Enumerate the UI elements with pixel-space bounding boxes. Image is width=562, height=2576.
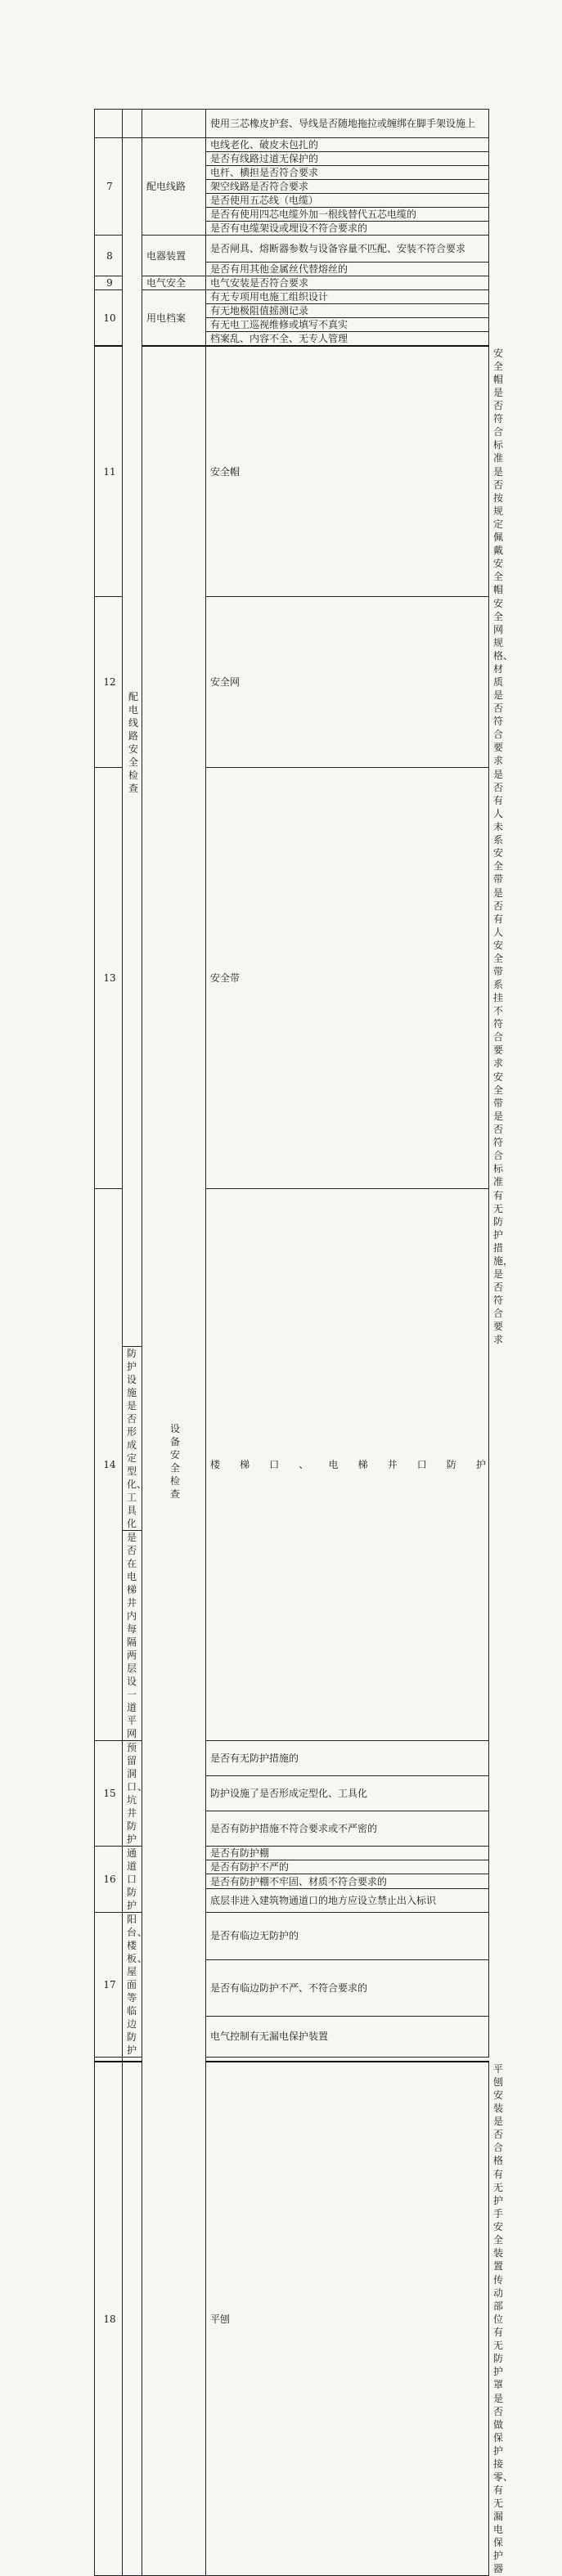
table-row (95, 276, 489, 290)
item-name: 阳台、楼板、屋面等临边防护 (123, 1913, 142, 2058)
item-number: 10 (95, 290, 123, 347)
check-item: 电气安装是否符合要求 (206, 276, 489, 290)
item-number: 7 (95, 138, 123, 236)
check-item: 是否有用其他金属丝代替熔丝的 (206, 263, 489, 276)
item-name: 安全帽 (206, 346, 489, 597)
check-item: 是否有防护措施不符合要求或不严密的 (206, 1811, 489, 1847)
check-item: 是否有无防护措施的 (206, 1741, 489, 1776)
check-item: 电线老化、破皮未包扎的 (206, 138, 489, 152)
check-item: 是否有防护不严的 (206, 1860, 489, 1874)
check-item: 是否有线路过道无保护的 (206, 152, 489, 166)
check-item: 是否有临边防护不严、不符合要求的 (206, 1959, 489, 2016)
item-name: 安全网 (206, 597, 489, 768)
table-row: 13 安全带 是否有人未系安全带 (95, 768, 489, 886)
item-number: 14 (95, 1189, 123, 1741)
item-number: 16 (95, 1847, 123, 1913)
check-item: 档案乱、内容不全、无专人管理 (206, 332, 489, 347)
check-item: 是否闸具、熔断器参数与设备容量不匹配、安装不符合要求 (206, 236, 489, 263)
table-row (95, 290, 489, 304)
category-label: 设备安全检查 (142, 346, 206, 2576)
table-row (95, 138, 489, 152)
item-name: 配电线路 (142, 138, 206, 236)
table-row: 12 安全网 安全网规格、材质是否符合要求 (95, 597, 489, 768)
check-item: 电气控制有无漏电保护装置 (206, 2016, 489, 2057)
item-number: 17 (95, 1913, 123, 2058)
table-row: 14 楼梯口、电梯井口防护 有无防护措施，是否符合要求 (95, 1189, 489, 1347)
check-item: 有无电工巡视维修或填写不真实 (206, 318, 489, 332)
item-number: 9 (95, 276, 123, 290)
item-number: 18 (95, 2062, 123, 2576)
table-row: 18 平刨 平刨安装是否合格 (95, 2062, 489, 2168)
item-name: 用电档案 (142, 290, 206, 347)
check-item: 架空线路是否符合要求 (206, 180, 489, 194)
check-item: 是否有防护棚不牢固、材质不符合要求的 (206, 1874, 489, 1888)
table-row (95, 236, 489, 263)
check-item: 是否在电梯井内每隔两层设一道平网 (123, 1531, 142, 1741)
item-number: 13 (95, 768, 123, 1189)
item-name: 安全带 (206, 768, 489, 1189)
item-name: 通道口防护 (123, 1847, 142, 1913)
item-name: 电器装置 (142, 236, 206, 276)
category-label: 配电线路安全检查 (123, 138, 142, 1347)
item-name: 预留洞口、坑井防护 (123, 1741, 142, 1847)
item-number: 12 (95, 597, 123, 768)
item-number: 15 (95, 1741, 123, 1847)
table-row: 11 设备安全检查 安全帽 安全帽是否符合标准 (95, 346, 489, 465)
item-name: 楼梯口、电梯井口防护 (206, 1189, 489, 1741)
item-name: 平刨 (206, 2062, 489, 2576)
inspection-table: 使用三芯橡皮护套、导线是否随地拖拉或缠绑在脚手架设施上 7 配电线路安全检查 配电线路 电线老化、破皮未包扎的 是否有线路过道无保护的 电杆、横担是否符合要求 架空线路是否符合要求 是否使用五芯线（电缆） 是否有使用四芯电缆外加一根线替代五芯电缆的 是否有电缆架设或埋设不符合要求的 8 电器装置 是否闸具、熔断器参数与设备容量不匹配、安装不符合要求 是否有用其他金属丝代替熔丝的 9 电气安全 电气安装是否符合要求 10 用电档案 有无专项用电施工组织设计 有无地极阻值摇测记录 有无电工巡视维修或填写不真实 档案乱、内容不全、无专人管理 11 设备安全检查 安全帽 安全帽是否符合标准 是否按规定佩戴安全帽 12 安全网 安全网规格、材质是否符合要求 13 安全带 是否有人未系安全带 是否有人安全带系挂不符合要求 安全带是否符合标准 14 楼梯口、电梯井口防护 有无防护措施，是否符合要求 防护设施是否形成定型化、工具化 是否在电梯井内每隔两层设一道平网 15 预留洞口、坑井防护 是否有无防护措施的 防护设施了是否形成定型化、工具化 是否有防护措施不符合要求或不严密的 16 通道口防护 是否有防护棚 是否有防护不严的 是否有防护棚不牢固、材质不符合要求的 底层非进入建筑物通道口的地方应设立禁止出入标识 17 阳台、楼板、屋面等临边防护 是否有临边无防护的 是否有临边防护不严、不符合要求的 电气控制有无漏电保护装置 18 平刨 平刨安装是否合格 有无护手安全装置 传动部位有无防护罩 是否做保护接零、有无漏电保护器 (94, 109, 489, 2576)
check-item: 使用三芯橡皮护套、导线是否随地拖拉或缠绑在脚手架设施上 (206, 110, 489, 138)
table-row (95, 110, 489, 138)
check-item: 是否有使用四芯电缆外加一根线替代五芯电缆的 (206, 208, 489, 222)
check-item: 有无地极阻值摇测记录 (206, 304, 489, 318)
check-item: 底层非进入建筑物通道口的地方应设立禁止出入标识 (206, 1888, 489, 1912)
check-item: 是否有电缆架设或埋设不符合要求的 (206, 222, 489, 236)
check-item: 防护设施了是否形成定型化、工具化 (206, 1776, 489, 1811)
check-item: 有无专项用电施工组织设计 (206, 290, 489, 304)
check-item: 电杆、横担是否符合要求 (206, 166, 489, 180)
item-number: 8 (95, 236, 123, 276)
check-item: 是否使用五芯线（电缆） (206, 194, 489, 208)
item-name: 电气安全 (142, 276, 206, 290)
check-item: 防护设施是否形成定型化、工具化 (123, 1347, 142, 1531)
item-number: 11 (95, 346, 123, 597)
check-item: 是否有防护棚 (206, 1847, 489, 1860)
check-item: 是否有临边无防护的 (206, 1913, 489, 1960)
